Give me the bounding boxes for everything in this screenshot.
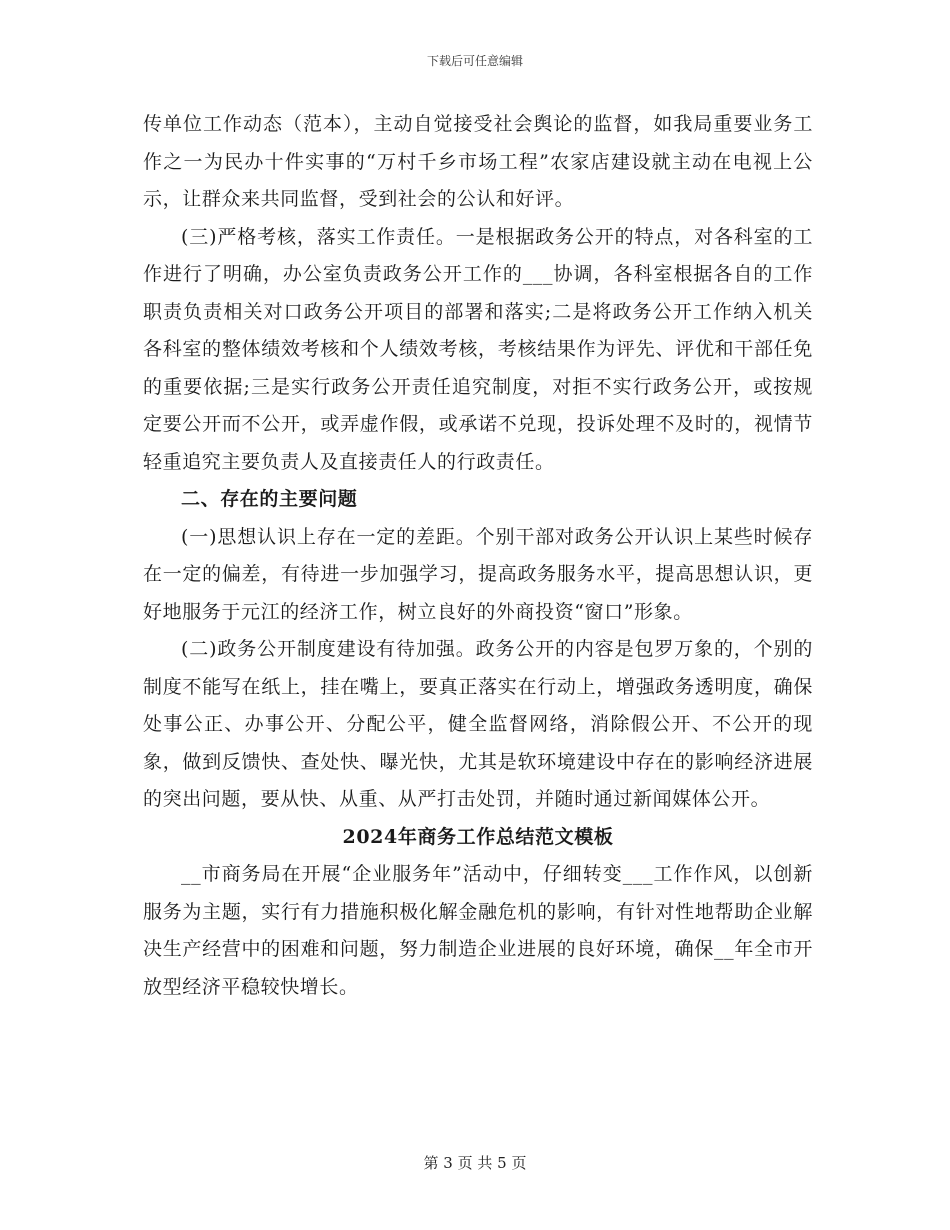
paragraph-1: 传单位工作动态（范本），主动自觉接受社会舆论的监督，如我局重要业务工作之一为民办十件实事的“万村千乡市场工程”农家店建设就主动在电视上公示，让群众来共同监督，受到社会的公认和好评。: [143, 113, 813, 210]
document-title: 2024年商务工作总结范文模板: [342, 825, 614, 848]
page-footer: 第 3 页 共 5 页: [423, 1154, 527, 1172]
paragraph-5: __市商务局在开展“企业服务年”活动中，仔细转变___工作作风，以创新服务为主题，实行有力措施积极化解金融危机的影响，有针对性地帮助企业解决生产经营中的困难和问题，努力制造企业进展的良好环境，确保__年全市开放型经济平稳较快增长。: [143, 863, 813, 998]
page-header: 下载后可任意编辑: [426, 54, 523, 68]
paragraph-3: (一)思想认识上存在一定的差距。个别干部对政务公开认识上某些时候存在一定的偏差，有待进一步加强学习，提高政务服务水平，提高思想认识，更好地服务于元江的经济工作，树立良好的外商投资“窗口”形象。: [143, 525, 813, 623]
section-heading: 二、存在的主要问题: [181, 488, 358, 510]
paragraph-4: (二)政务公开制度建设有待加强。政务公开的内容是包罗万象的，个别的制度不能写在纸上，挂在嘴上，要真正落实在行动上，增强政务透明度，确保处事公正、办事公开、分配公平，健全监督网络，消除假公开、不公开的现象，做到反馈快、查处快、曝光快，尤其是软环境建设中存在的影响经济进展的突出问题，要从快、从重、从严打击处罚，并随时通过新闻媒体公开。: [143, 638, 813, 810]
document-body: [143, 106, 813, 1006]
paragraph-2: (三)严格考核，落实工作责任。一是根据政务公开的特点，对各科室的工作进行了明确，办公室负责政务公开工作的___协调，各科室根据各自的工作职责负责相关对口政务公开项目的部署和落实;二是将政务公开工作纳入机关各科室的整体绩效考核和个人绩效考核，考核结果作为评先、评优和干部任免的重要依据;三是实行政务公开责任追究制度，对拒不实行政务公开，或按规定要公开而不公开，或弄虚作假，或承诺不兑现，投诉处理不及时的，视情节轻重追究主要负责人及直接责任人的行政责任。: [143, 225, 813, 473]
